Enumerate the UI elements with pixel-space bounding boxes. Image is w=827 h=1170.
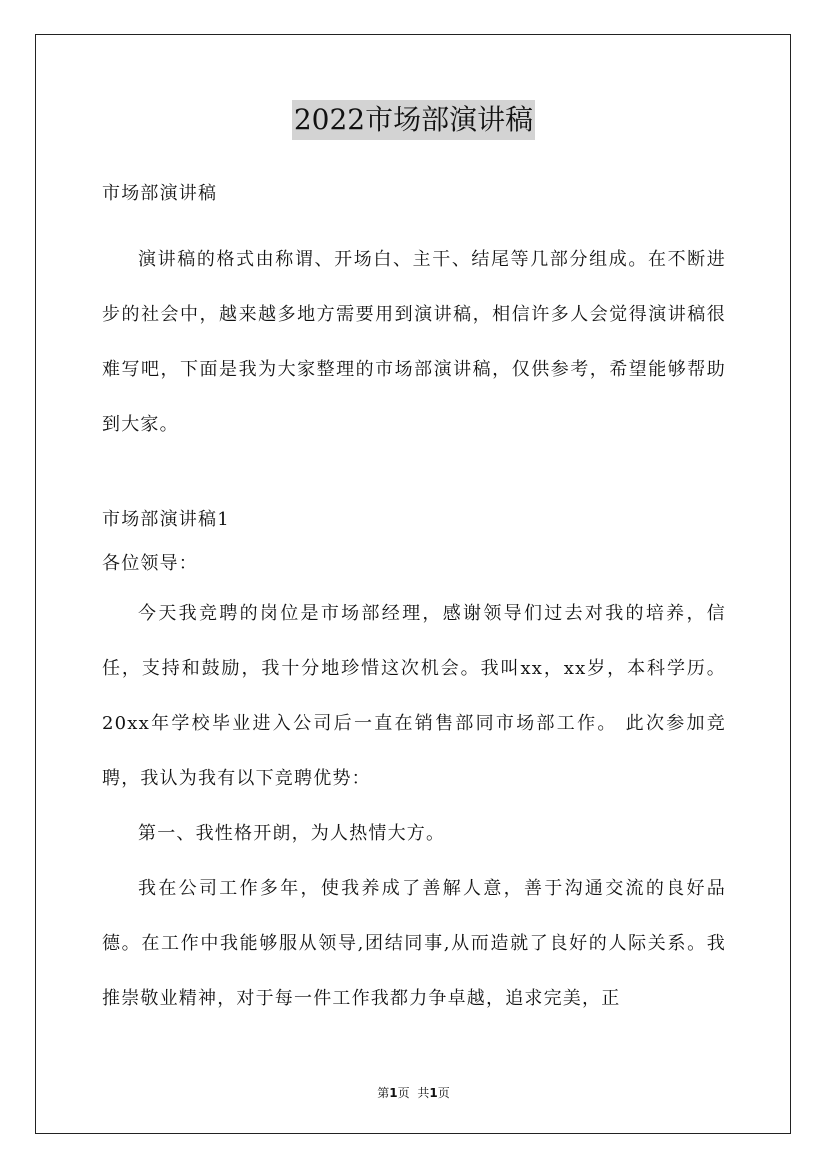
- document-body: [102, 172, 726, 1026]
- document-subtitle: 市场部演讲稿: [102, 183, 218, 204]
- body-paragraph: 第一、我性格开朗，为人热情大方。: [138, 823, 446, 844]
- spacer: [102, 452, 726, 498]
- total-suffix: 页: [437, 1086, 450, 1100]
- section-heading: 市场部演讲稿1: [102, 509, 230, 530]
- page-suffix: 页: [397, 1086, 410, 1100]
- page-footer: [0, 1084, 827, 1101]
- spacer: [102, 216, 726, 232]
- body-paragraph: 今天我竞聘的岗位是市场部经理，感谢领导们过去对我的培养，信任，支持和鼓励，我十分地珍惜这次机会。我叫xx，xx岁，本科学历。20xx年学校毕业进入公司后一直在销售部同市场部工作。 此次参加竞聘，我认为我有以下竞聘优势：: [102, 603, 726, 789]
- body-paragraph: 我在公司工作多年，使我养成了善解人意，善于沟通交流的良好品德。在工作中我能够服从领导,团结同事,从而造就了良好的人际关系。我推崇敬业精神，对于每一件工作我都力争卓越，追求完美，正: [102, 878, 726, 1009]
- page-prefix: 第: [377, 1086, 390, 1100]
- total-pages: 1: [429, 1086, 438, 1100]
- salutation: 各位领导：: [102, 553, 198, 574]
- page-number: 1: [389, 1086, 398, 1100]
- document-title: 2022市场部演讲稿: [292, 100, 535, 140]
- title-container: [0, 100, 827, 140]
- total-prefix: 共: [417, 1086, 430, 1100]
- intro-paragraph: 演讲稿的格式由称谓、开场白、主干、结尾等几部分组成。在不断进步的社会中，越来越多地方需要用到演讲稿，相信许多人会觉得演讲稿很难写吧，下面是我为大家整理的市场部演讲稿，仅供参考，希望能够帮助到大家。: [102, 249, 726, 435]
